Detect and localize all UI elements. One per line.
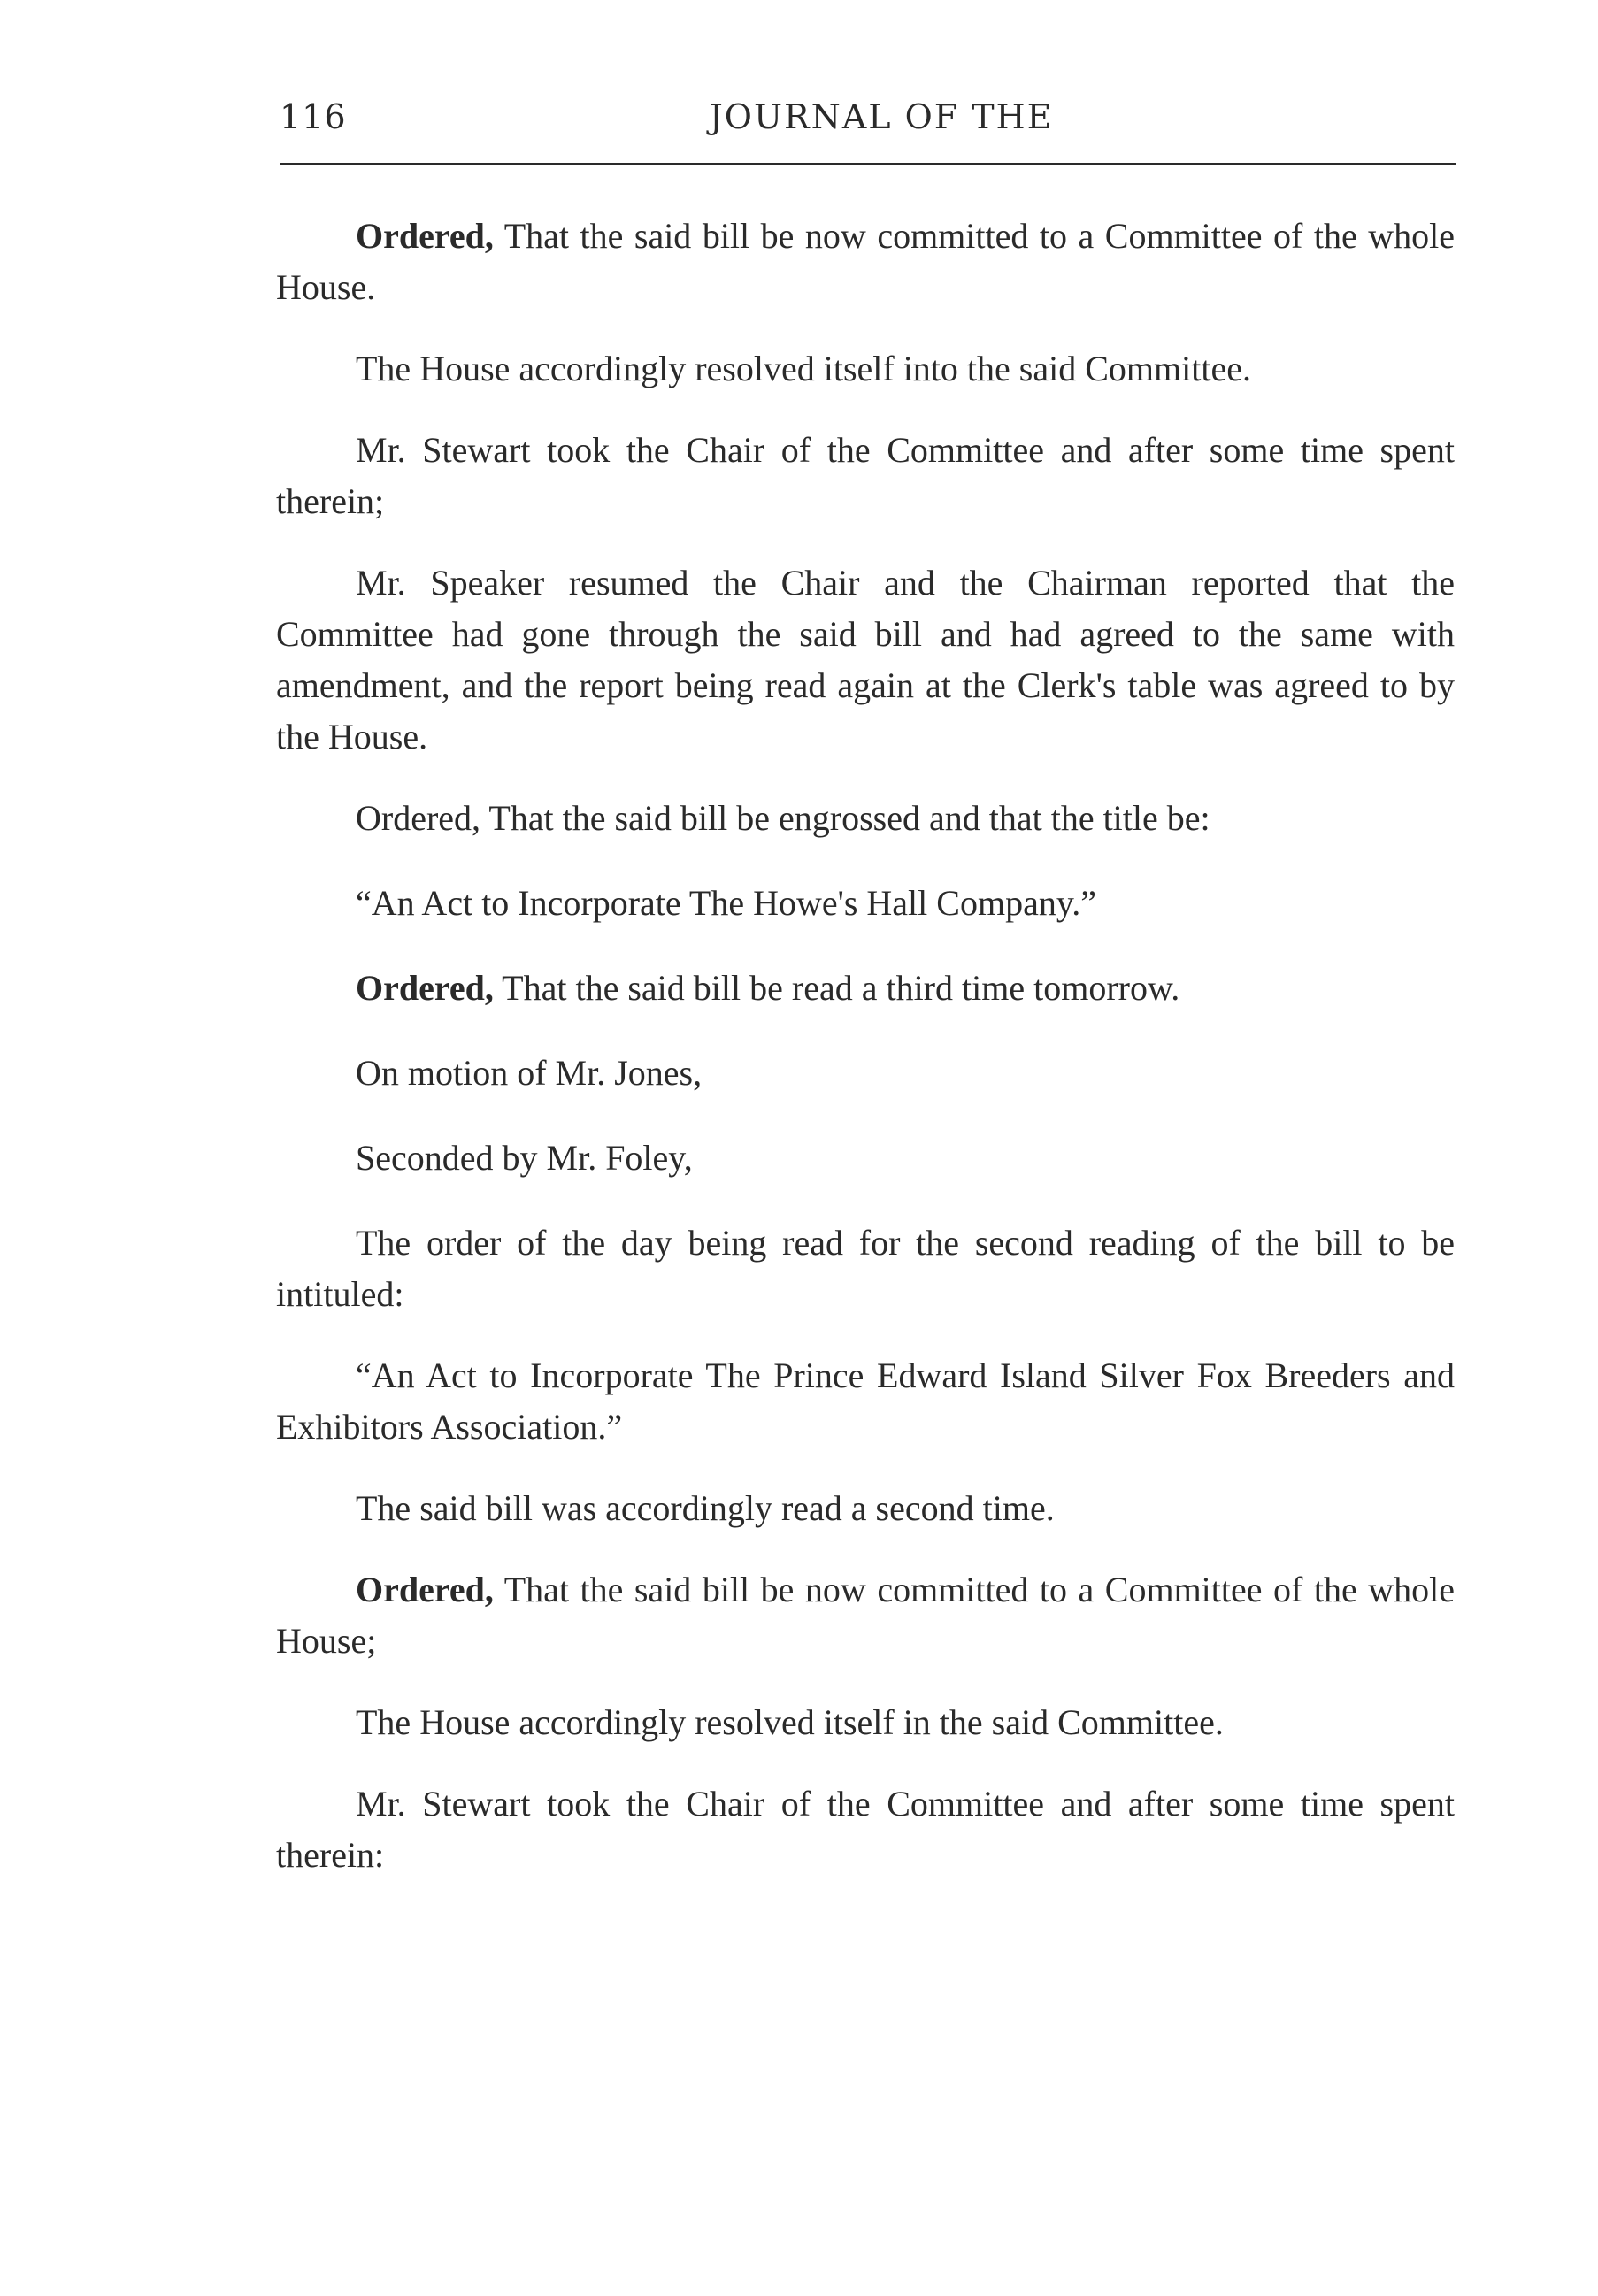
paragraph-3 — [276, 425, 1455, 527]
paragraph-text: That the said bill be now committed to a Committee of the whole House. — [276, 216, 1455, 307]
paragraph-5 — [276, 793, 1455, 844]
paragraph-9 — [276, 1133, 1455, 1184]
paragraph-lead: Ordered, — [356, 1570, 494, 1609]
page-number: 116 — [280, 97, 347, 136]
paragraph-lead: Ordered, — [356, 216, 494, 256]
paragraph-text: That the said bill be now committed to a Committee of the whole House; — [276, 1570, 1455, 1661]
paragraph-13 — [276, 1564, 1455, 1667]
page-header — [280, 97, 1456, 150]
paragraph-text: Mr. Stewart took the Chair of the Committee and after some time spent therein; — [276, 430, 1455, 521]
paragraph-text: Mr. Stewart took the Chair of the Committee and after some time spent therein: — [276, 1784, 1455, 1875]
paragraph-14 — [276, 1697, 1455, 1748]
paragraph-lead: Ordered, — [356, 968, 494, 1008]
paragraph-text: “An Act to Incorporate The Prince Edward Island Silver Fox Breeders and Exhibitors Association.” — [276, 1355, 1455, 1447]
journal-body — [276, 211, 1455, 1911]
paragraph-text: The House accordingly resolved itself in the said Committee. — [356, 1702, 1224, 1742]
paragraph-text: That the said bill be read a third time tomorrow. — [493, 968, 1180, 1008]
paragraph-15 — [276, 1778, 1455, 1881]
running-head: JOURNAL OF THE — [709, 97, 1054, 136]
paragraph-text: Mr. Speaker resumed the Chair and the Chairman reported that the Committee had gone through the said bill and had agreed to the same with amendment, and the report being read again at the Clerk's table was agreed to by the House. — [276, 563, 1455, 756]
paragraph-text: The said bill was accordingly read a second time. — [356, 1488, 1055, 1528]
paragraph-2 — [276, 343, 1455, 395]
paragraph-6 — [276, 878, 1455, 929]
paragraph-11 — [276, 1350, 1455, 1453]
paragraph-7 — [276, 963, 1455, 1014]
paragraph-12 — [276, 1483, 1455, 1534]
paragraph-text: On motion of Mr. Jones, — [356, 1053, 703, 1093]
paragraph-text: The order of the day being read for the second reading of the bill to be intituled: — [276, 1223, 1455, 1314]
paragraph-text: The House accordingly resolved itself into the said Committee. — [356, 349, 1251, 388]
paragraph-text: Ordered, That the said bill be engrossed and that the title be: — [356, 798, 1210, 838]
paragraph-text: “An Act to Incorporate The Howe's Hall Company.” — [356, 883, 1096, 923]
paragraph-8 — [276, 1048, 1455, 1099]
paragraph-10 — [276, 1217, 1455, 1320]
header-rule — [280, 163, 1456, 165]
paragraph-4 — [276, 557, 1455, 763]
paragraph-1 — [276, 211, 1455, 313]
paragraph-text: Seconded by Mr. Foley, — [356, 1138, 693, 1178]
